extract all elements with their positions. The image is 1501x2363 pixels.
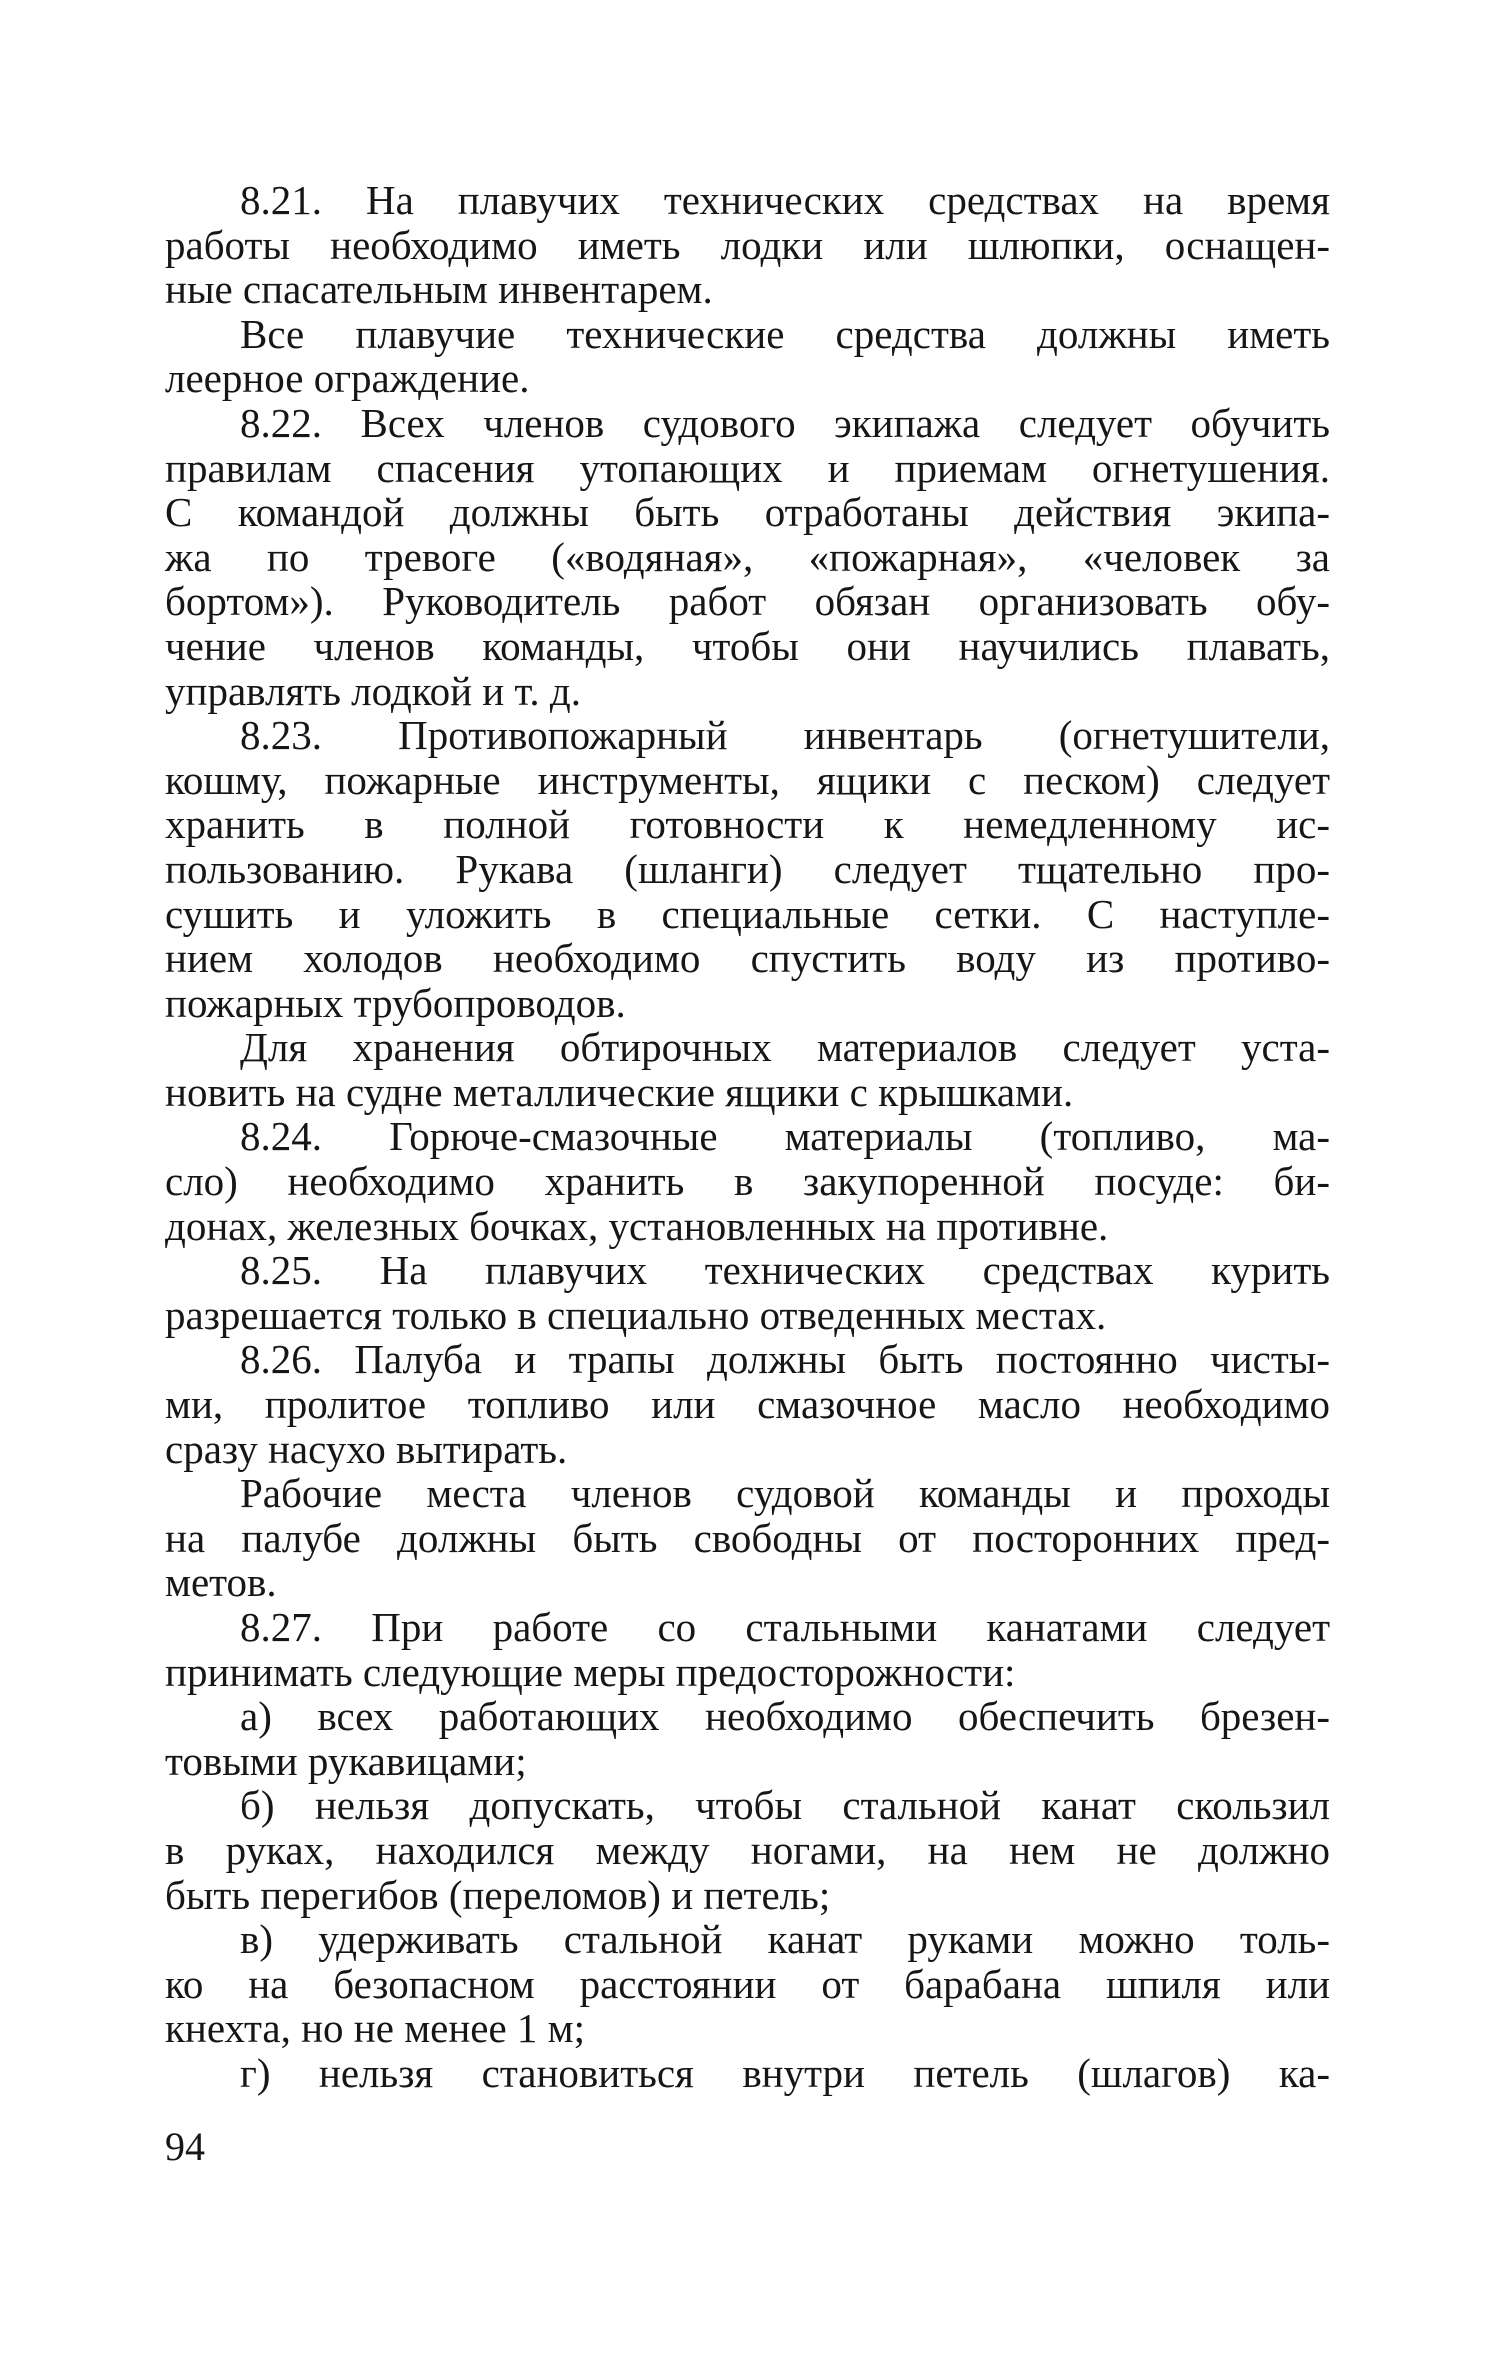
text-line: 8.23. Противопожарный инвентарь (огнетушители, <box>240 712 1330 759</box>
text-line: пожарных трубопроводов. <box>165 979 626 1026</box>
paragraph <box>165 1248 1330 1337</box>
text-line: на палубе должны быть свободны от посторонних пред- <box>165 1514 1330 1561</box>
text-line: метов. <box>165 1559 277 1606</box>
text-line: в руках, находился между ногами, на нем не должно <box>165 1826 1330 1873</box>
text-line: г) нельзя становиться внутри петель (шлагов) ка- <box>240 2049 1330 2096</box>
text-line: а) всех работающих необходимо обеспечить брезен- <box>240 1693 1330 1740</box>
paragraph <box>165 1917 1330 2051</box>
paragraph <box>165 713 1330 1025</box>
paragraph <box>165 1471 1330 1605</box>
text-line: Все плавучие технические средства должны иметь <box>240 310 1330 357</box>
text-line: 8.24. Горюче-смазочные материалы (топливо, ма- <box>240 1113 1330 1160</box>
text-line: работы необходимо иметь лодки или шлюпки, оснащен- <box>165 221 1330 268</box>
text-line: управлять лодкой и т. д. <box>165 667 581 714</box>
text-line: чение членов команды, чтобы они научились плавать, <box>165 622 1330 669</box>
paragraph <box>165 1114 1330 1248</box>
text-line: сразу насухо вытирать. <box>165 1425 568 1472</box>
text-line: разрешается только в специально отведенных местах. <box>165 1291 1107 1338</box>
text-line: жа по тревоге («водяная», «пожарная», «человек за <box>165 533 1330 580</box>
text-line: нием холодов необходимо спустить воду из противо- <box>165 935 1330 982</box>
text-line: леерное ограждение. <box>165 355 530 402</box>
paragraph <box>165 1783 1330 1917</box>
text-line: С командой должны быть отработаны действия экипа- <box>165 489 1330 536</box>
text-line: ми, пролитое топливо или смазочное масло необходимо <box>165 1381 1330 1428</box>
text-line: сло) необходимо хранить в закупоренной посуде: би- <box>165 1158 1330 1205</box>
text-line: правилам спасения утопающих и приемам огнетушения. <box>165 444 1330 491</box>
text-line: хранить в полной готовности к немедленному ис- <box>165 801 1330 848</box>
text-line: Для хранения обтирочных материалов следует уста- <box>240 1024 1330 1071</box>
paragraph <box>165 1337 1330 1471</box>
text-line: 8.21. На плавучих технических средствах на время <box>240 177 1330 223</box>
text-line: пользованию. Рукава (шланги) следует тщательно про- <box>165 845 1330 892</box>
paragraph <box>165 2051 1330 2096</box>
text-line: Рабочие места членов судовой команды и проходы <box>240 1470 1330 1517</box>
paragraph <box>165 1694 1330 1783</box>
text-line: сушить и уложить в специальные сетки. С наступле- <box>165 890 1330 937</box>
text-line: в) удерживать стальной канат руками можно толь- <box>240 1916 1330 1963</box>
text-line: кошму, пожарные инструменты, ящики с песком) следует <box>165 756 1330 803</box>
page-number: 94 <box>165 2124 205 2169</box>
text-line: 8.22. Всех членов судового экипажа следует обучить <box>240 399 1330 446</box>
text-line: 8.26. Палуба и трапы должны быть постоянно чисты- <box>240 1336 1330 1383</box>
text-line: ные спасательным инвентарем. <box>165 266 713 313</box>
text-line: кнехта, но не менее 1 м; <box>165 2005 586 2052</box>
text-line: б) нельзя допускать, чтобы стальной канат скользил <box>240 1782 1330 1829</box>
text-line: ко на безопасном расстоянии от барабана шпиля или <box>165 1960 1330 2007</box>
text-line: донах, железных бочках, установленных на противне. <box>165 1202 1109 1249</box>
paragraph <box>165 178 1330 312</box>
text-line: быть перегибов (переломов) и петель; <box>165 1871 831 1918</box>
paragraph <box>165 1605 1330 1694</box>
text-line: новить на судне металлические ящики с крышками. <box>165 1068 1074 1115</box>
paragraph <box>165 312 1330 401</box>
text-line: 8.27. При работе со стальными канатами следует <box>240 1604 1330 1650</box>
text-line: бортом»). Руководитель работ обязан организовать обу- <box>165 578 1330 625</box>
text-line: товыми рукавицами; <box>165 1737 527 1784</box>
paragraph <box>165 401 1330 713</box>
page-body <box>165 178 1330 2096</box>
paragraph <box>165 1025 1330 1114</box>
text-line: 8.25. На плавучих технических средствах курить <box>240 1247 1330 1294</box>
text-line: принимать следующие меры предосторожности: <box>165 1648 1016 1695</box>
